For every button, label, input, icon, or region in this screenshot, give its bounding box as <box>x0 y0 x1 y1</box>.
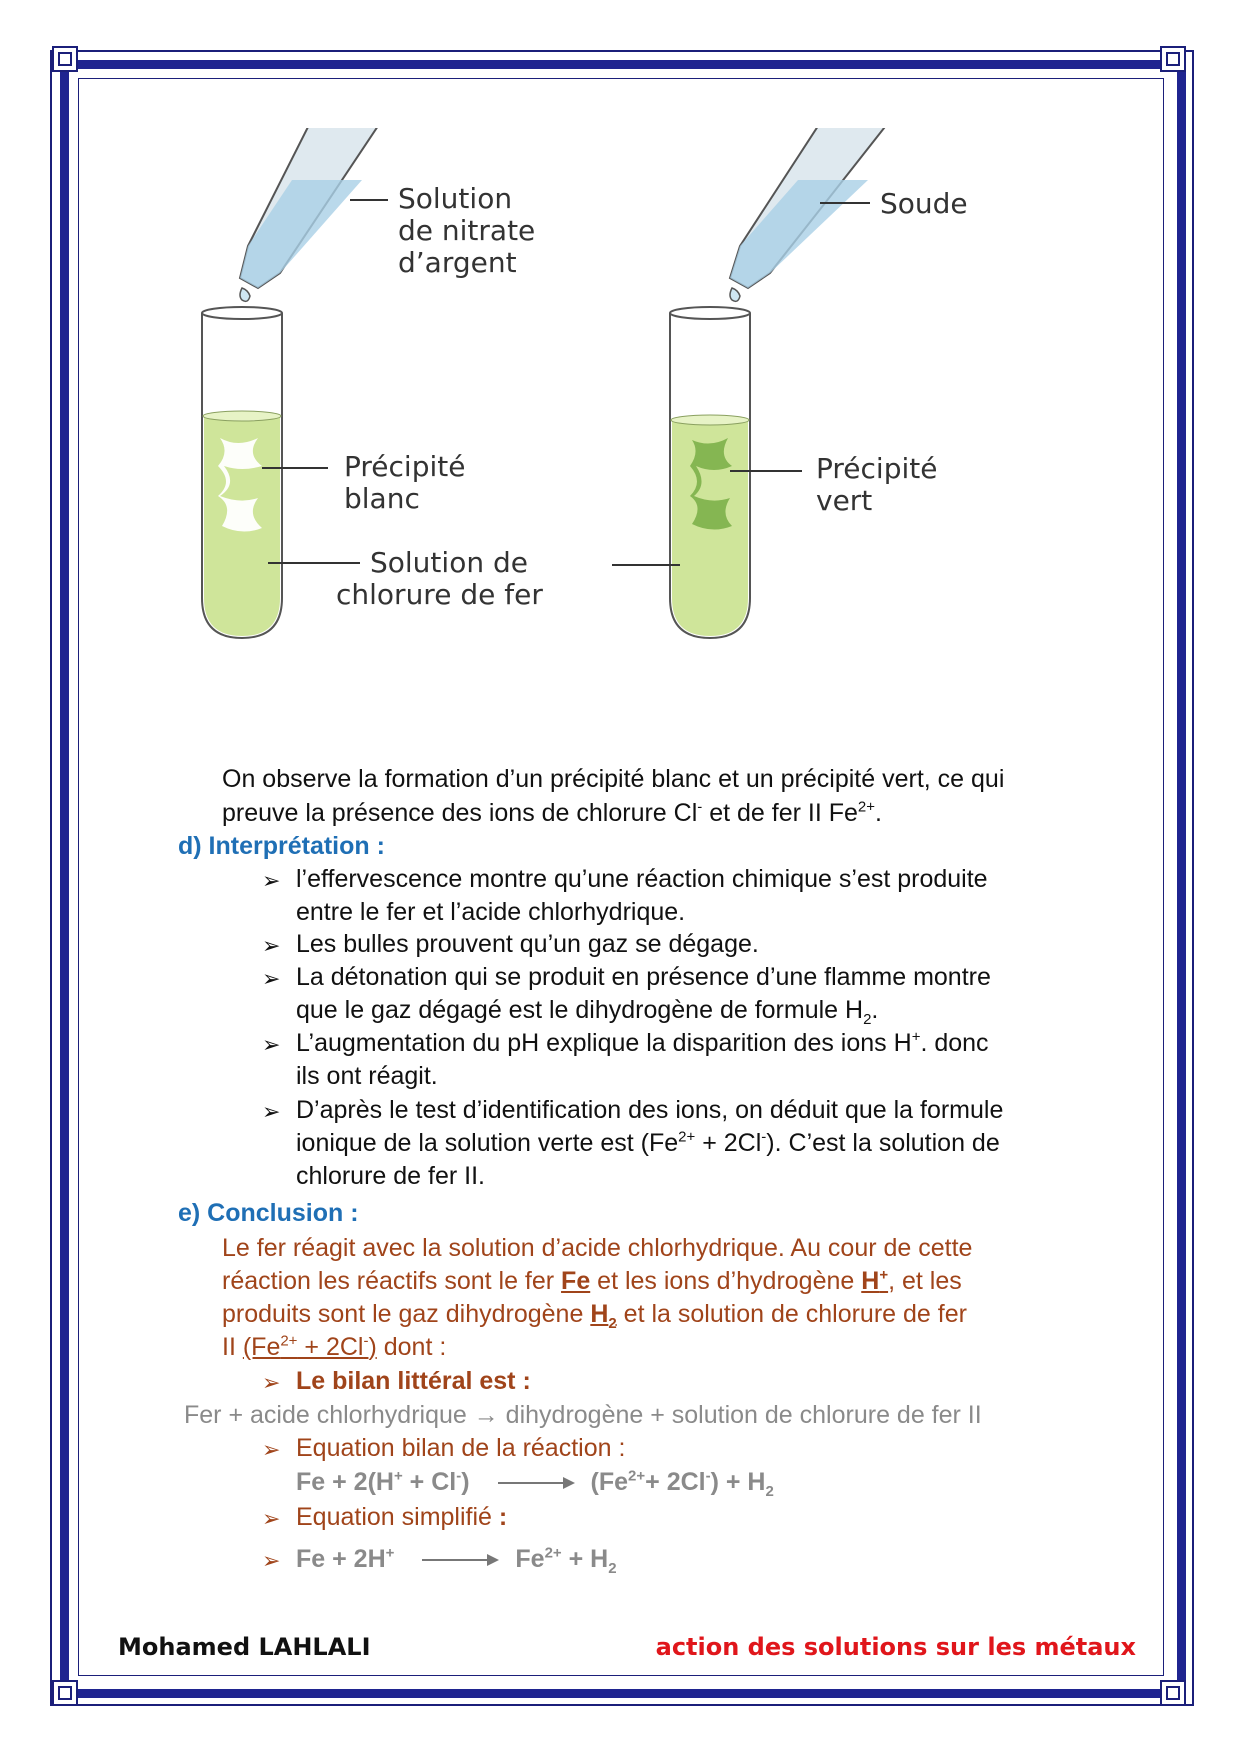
interp-bullet-4-line-2: ils ont réagit. <box>296 1062 438 1090</box>
reactant-fe: Fe <box>561 1267 591 1295</box>
label-precipite-vert-l1: Précipité <box>816 452 938 485</box>
label-precipite-vert-l2: vert <box>816 484 873 517</box>
footer-author: Mohamed LAHLALI <box>118 1633 371 1661</box>
observation-line-2: preuve la présence des ions de chlorure Cl- et de fer II $Fe^{2+}$. <box>222 798 882 827</box>
bilan-title: Le bilan littéral est : <box>296 1367 531 1395</box>
interp-bullet-4-line-1: L’augmentation du pH explique la disparition des ions H+. donc <box>296 1028 989 1057</box>
bullet-arrow-icon: ➢ <box>262 933 281 958</box>
equation-simplifiee-title: Equation simplifié : <box>296 1503 508 1531</box>
equation-bilan: Fe + 2(H+ + Cl-) $(Fe^{2+}+ 2Cl^-) + H_2$ <box>296 1467 774 1500</box>
interp-bullet-1-line-2: entre le fer et l’acide chlorhydrique. <box>296 898 686 926</box>
bullet-arrow-icon: ➢ <box>262 1099 281 1124</box>
equation-simplifiee: Fe + 2H+ $Fe^{2+} + H_2$ <box>296 1544 617 1577</box>
product-solution: $(Fe^{2+} + 2Cl^-)$ <box>242 1332 377 1361</box>
bullet-arrow-icon: ➢ <box>262 1506 281 1531</box>
corner-ornament <box>1160 46 1186 72</box>
interp-bullet-3-line-1: La détonation qui se produit en présence d’une flamme montre <box>296 963 991 991</box>
bullet-arrow-icon: ➢ <box>262 1032 281 1057</box>
bullet-arrow-icon: ➢ <box>262 966 281 991</box>
label-soude: Soude <box>880 187 968 220</box>
conclusion-line-2: réaction les réactifs sont le fer Fe et les ions d’hydrogène H+, et les <box>222 1266 962 1295</box>
equation-bilan-title: Equation bilan de la réaction : <box>296 1434 626 1462</box>
interp-bullet-5-line-2: ionique de la solution verte est $(Fe^{2+} + 2Cl^-)$. C’est la solution de <box>296 1128 1000 1157</box>
label-precipite-blanc-l1: Précipité <box>344 450 466 483</box>
interp-bullet-2: Les bulles prouvent qu’un gaz se dégage. <box>296 930 759 958</box>
label-nitrate-l1: Solution <box>398 182 513 215</box>
corner-ornament <box>52 46 78 72</box>
label-precipite-blanc-l2: blanc <box>344 482 420 515</box>
reactant-h-ion: H+ <box>861 1266 889 1295</box>
conclusion-line-3: produits sont le gaz dihydrogène $H_2$ et la solution de chlorure de fer <box>222 1300 967 1332</box>
bilan-litteral: Fer + acide chlorhydrique → dihydrogène + solution de chlorure de fer II <box>184 1401 982 1429</box>
interp-bullet-5-line-1: D’après le test d’identification des ions, on déduit que la formule <box>296 1096 1004 1124</box>
interp-bullet-1-line-1: l’effervescence montre qu’une réaction chimique s’est produite <box>296 865 988 893</box>
bullet-arrow-icon: ➢ <box>262 868 281 893</box>
test-tube-right <box>670 307 750 638</box>
bullet-arrow-icon: ➢ <box>262 1548 281 1573</box>
corner-ornament <box>52 1680 78 1706</box>
bullet-arrow-icon: ➢ <box>262 1370 281 1395</box>
bullet-arrow-icon: ➢ <box>262 1437 281 1462</box>
label-nitrate-l2: de nitrate <box>398 214 536 247</box>
label-nitrate-l3: d’argent <box>398 246 517 279</box>
conclusion-line-1: Le fer réagit avec la solution d’acide chlorhydrique. Au cour de cette <box>222 1234 973 1262</box>
conclusion-heading: e) Conclusion : <box>178 1199 359 1227</box>
interp-bullet-5-line-3: chlorure de fer II. <box>296 1162 485 1190</box>
product-h2: $H_2$ <box>590 1300 617 1332</box>
conclusion-line-4: II $(Fe^{2+} + 2Cl^-)$ dont : <box>222 1332 447 1361</box>
test-tube-left <box>202 307 282 638</box>
label-solution-chlorure-l2: chlorure de fer <box>336 578 543 611</box>
interp-bullet-3-line-2: que le gaz dégagé est le dihydrogène de formule $H_2$. <box>296 996 879 1028</box>
footer-topic: action des solutions sur les métaux <box>655 1633 1136 1661</box>
reaction-arrow-icon <box>422 1559 497 1561</box>
interpretation-heading: d) Interprétation : <box>178 832 385 860</box>
label-solution-chlorure-l1: Solution de <box>370 546 528 579</box>
corner-ornament <box>1160 1680 1186 1706</box>
test-tube-illustration <box>180 128 1080 728</box>
reaction-arrow-icon <box>498 1482 573 1484</box>
observation-line-1: On observe la formation d’un précipité blanc et un précipité vert, ce qui <box>222 765 1005 793</box>
